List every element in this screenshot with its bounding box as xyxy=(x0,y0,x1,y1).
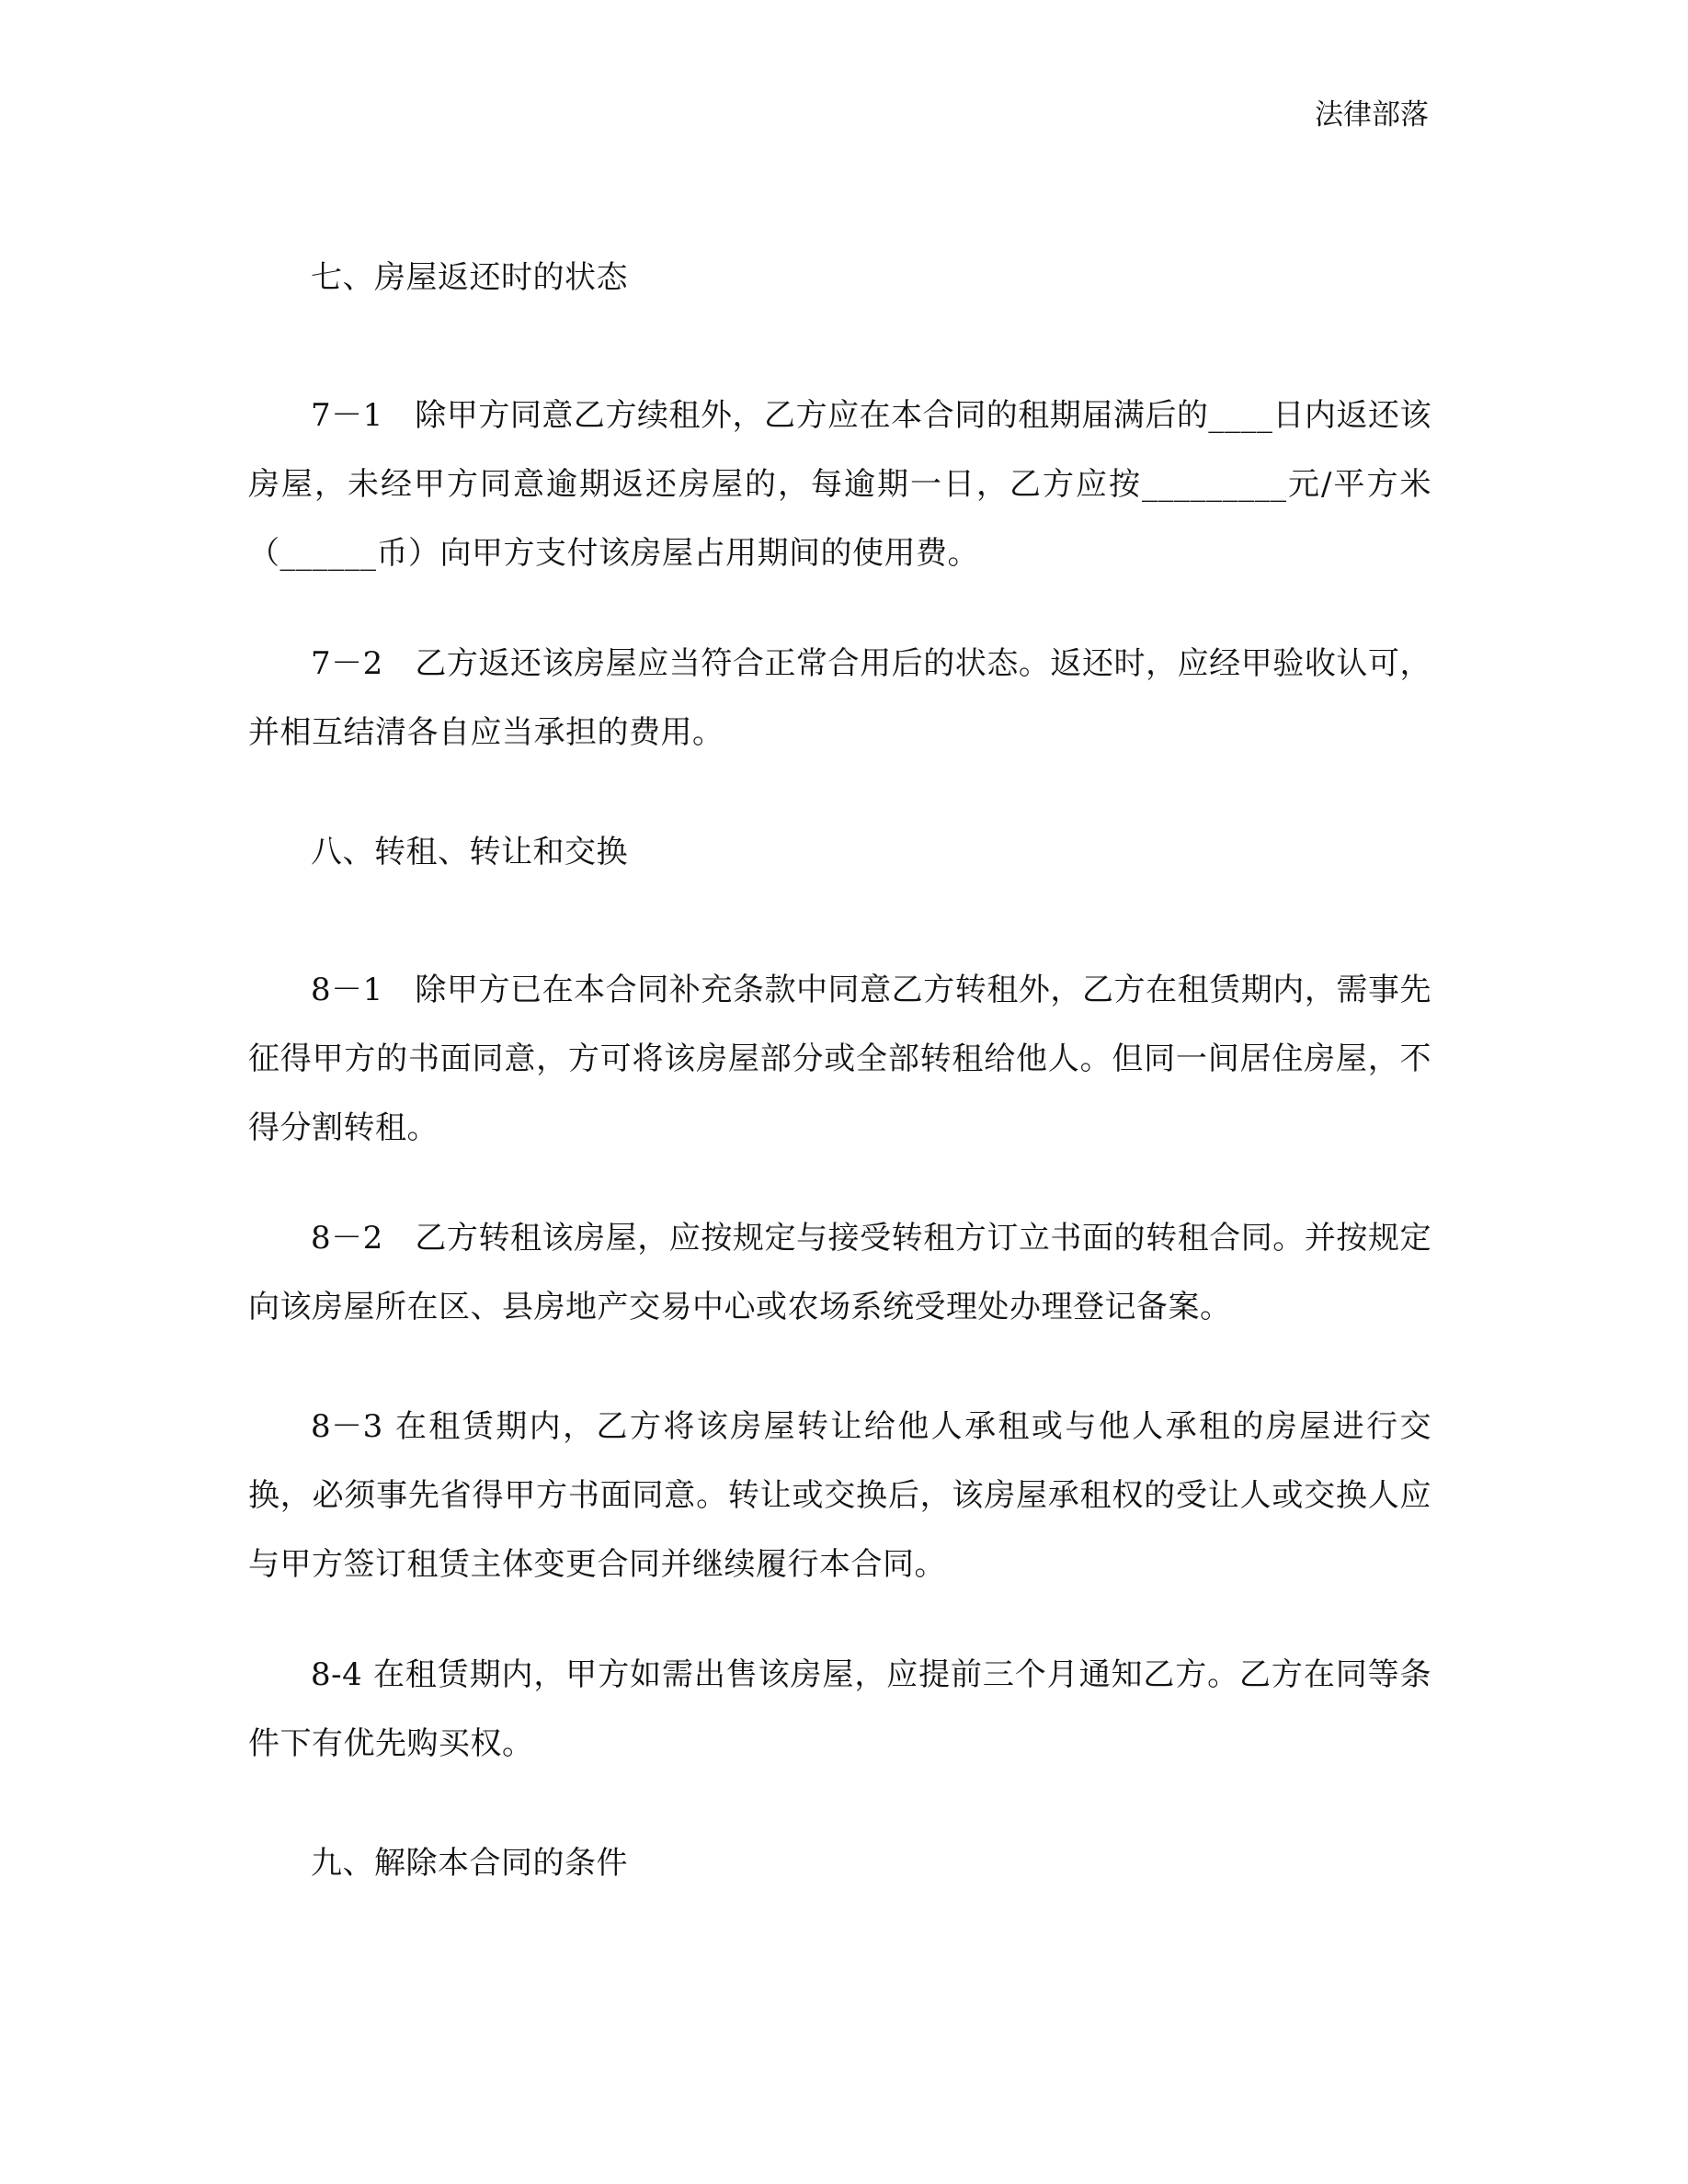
clause-8-4: 8-4 在租赁期内，甲方如需出售该房屋，应提前三个月通知乙方。乙方在同等条件下有优先购买权。 xyxy=(248,1656,1431,1762)
clause-7-1: 7－1 除甲方同意乙方续租外，乙方应在本合同的租期届满后的____日内返还该房屋，未经甲方同意逾期返还房屋的，每逾期一日，乙方应按_________元/平方米（______币）向甲方支付该房屋占用期间的使用费。 xyxy=(248,397,1431,572)
section-heading-9: 九、解除本合同的条件 xyxy=(311,1845,628,1882)
clause-8-2: 8－2 乙方转租该房屋，应按规定与接受转租方订立书面的转租合同。并按规定向该房屋所在区、县房地产交易中心或农场系统受理处办理登记备案。 xyxy=(248,1220,1431,1325)
section-heading-7: 七、房屋返还时的状态 xyxy=(311,259,628,296)
clause-7-2: 7－2 乙方返还该房屋应当符合正常合用后的状态。返还时，应经甲验收认可，并相互结清各自应当承担的费用。 xyxy=(248,645,1431,751)
running-header: 法律部落 xyxy=(1315,98,1429,131)
section-heading-8: 八、转租、转让和交换 xyxy=(311,834,628,870)
clause-8-3: 8－3 在租赁期内，乙方将该房屋转让给他人承租或与他人承租的房屋进行交换，必须事先省得甲方书面同意。转让或交换后，该房屋承租权的受让人或交换人应与甲方签订租赁主体变更合同并继续履行本合同。 xyxy=(248,1408,1431,1583)
clause-8-1: 8－1 除甲方已在本合同补充条款中同意乙方转租外，乙方在租赁期内，需事先征得甲方的书面同意，方可将该房屋部分或全部转租给他人。但同一间居住房屋，不得分割转租。 xyxy=(248,972,1431,1146)
